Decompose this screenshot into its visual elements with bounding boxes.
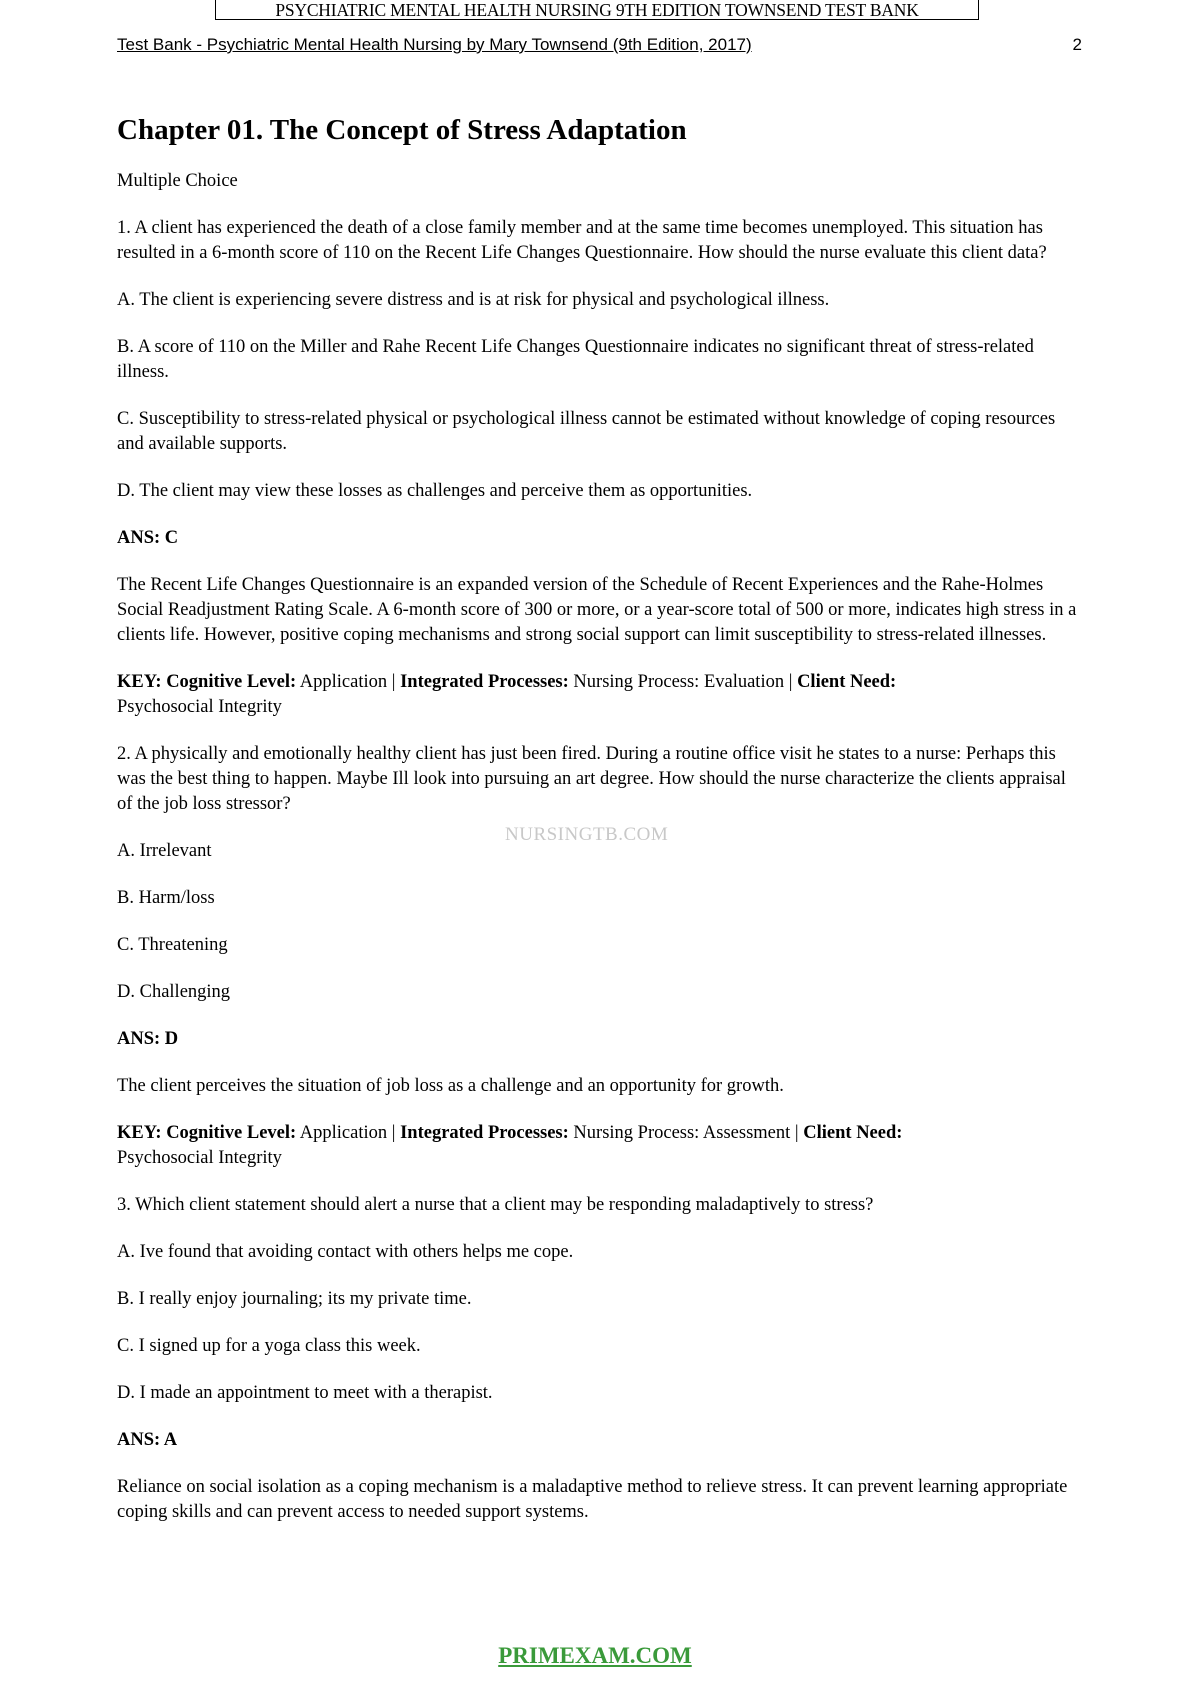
client-need-value: Psychosocial Integrity — [117, 697, 282, 717]
separator: | — [391, 672, 396, 692]
integrated-processes-label: Integrated Processes: — [400, 672, 569, 692]
rationale: The client perceives the situation of job loss as a challenge and an opportunity for growth. — [117, 1076, 784, 1096]
chapter-title: Chapter 01. The Concept of Stress Adaptation — [117, 114, 687, 146]
integrated-processes-value: Nursing Process: Assessment — [573, 1123, 791, 1143]
section-label: Multiple Choice — [117, 171, 238, 191]
question-stem: 3. Which client statement should alert a nurse that a client may be responding maladaptively to stress? — [117, 1195, 874, 1215]
key-metadata — [117, 1121, 1082, 1171]
cognitive-level-value: Application — [299, 672, 388, 692]
answer-option: C. Threatening — [117, 935, 228, 955]
separator: | — [794, 1123, 799, 1143]
answer-key: ANS: A — [117, 1430, 178, 1450]
answer-option: B. I really enjoy journaling; its my private time. — [117, 1289, 472, 1309]
rationale: The Recent Life Changes Questionnaire is an expanded version of the Schedule of Recent Experiences and the Rahe-Holmes Social Readjustment Rating Scale. A 6-month score of 300 or more, or a year-score total of 500 or more, indicates high stress in a clients life. However, positive coping mechanisms and strong social support can limit susceptibility to stress-related illnesses. — [117, 575, 1077, 645]
answer-option: B. Harm/loss — [117, 888, 215, 908]
answer-option: C. I signed up for a yoga class this week. — [117, 1336, 421, 1356]
cognitive-level-label: Cognitive Level: — [166, 672, 297, 692]
separator: | — [788, 672, 793, 692]
answer-option: A. The client is experiencing severe distress and is at risk for physical and psychological illness. — [117, 290, 830, 310]
answer-option: A. Irrelevant — [117, 841, 212, 861]
question-stem: 1. A client has experienced the death of a close family member and at the same time becomes unemployed. This situation has resulted in a 6-month score of 110 on the Recent Life Changes Questionnaire. How should the nurse evaluate this client data? — [117, 218, 1047, 263]
key-label: KEY: — [117, 672, 162, 692]
answer-option: A. Ive found that avoiding contact with others helps me cope. — [117, 1242, 574, 1262]
footer-link[interactable]: PRIMEXAM.COM — [498, 1643, 692, 1668]
client-need-label: Client Need: — [803, 1123, 903, 1143]
page-content — [117, 110, 1082, 1547]
answer-option: B. A score of 110 on the Miller and Rahe Recent Life Changes Questionnaire indicates no significant threat of stress-related illness. — [117, 337, 1034, 382]
answer-option: D. I made an appointment to meet with a therapist. — [117, 1383, 493, 1403]
question-stem: 2. A physically and emotionally healthy client has just been fired. During a routine office visit he states to a nurse: Perhaps this was the best thing to happen. Maybe Ill look into pursuing an art degree. How should the nurse characterize the clients appraisal of the job loss stressor? — [117, 744, 1066, 814]
answer-key: ANS: D — [117, 1029, 179, 1049]
cognitive-level-value: Application — [299, 1123, 388, 1143]
document-banner: PSYCHIATRIC MENTAL HEALTH NURSING 9TH EDITION TOWNSEND TEST BANK — [215, 0, 979, 20]
running-header-title: Test Bank - Psychiatric Mental Health Nursing by Mary Townsend (9th Edition, 2017) — [117, 35, 752, 54]
cognitive-level-label: Cognitive Level: — [166, 1123, 297, 1143]
rationale: Reliance on social isolation as a coping mechanism is a maladaptive method to relieve stress. It can prevent learning appropriate coping skills and can prevent access to needed support systems. — [117, 1477, 1068, 1522]
key-label: KEY: — [117, 1123, 162, 1143]
separator: | — [391, 1123, 396, 1143]
client-need-value: Psychosocial Integrity — [117, 1148, 282, 1168]
key-metadata — [117, 670, 1082, 720]
integrated-processes-label: Integrated Processes: — [400, 1123, 569, 1143]
answer-option: C. Susceptibility to stress-related physical or psychological illness cannot be estimated without knowledge of coping resources and available supports. — [117, 409, 1056, 454]
watermark: NURSINGTB.COM — [505, 824, 669, 845]
running-header — [117, 34, 1082, 56]
client-need-label: Client Need: — [797, 672, 897, 692]
integrated-processes-value: Nursing Process: Evaluation — [573, 672, 785, 692]
answer-option: D. Challenging — [117, 982, 231, 1002]
answer-key: ANS: C — [117, 528, 179, 548]
page-number: 2 — [1072, 35, 1082, 54]
answer-option: D. The client may view these losses as challenges and perceive them as opportunities. — [117, 481, 753, 501]
